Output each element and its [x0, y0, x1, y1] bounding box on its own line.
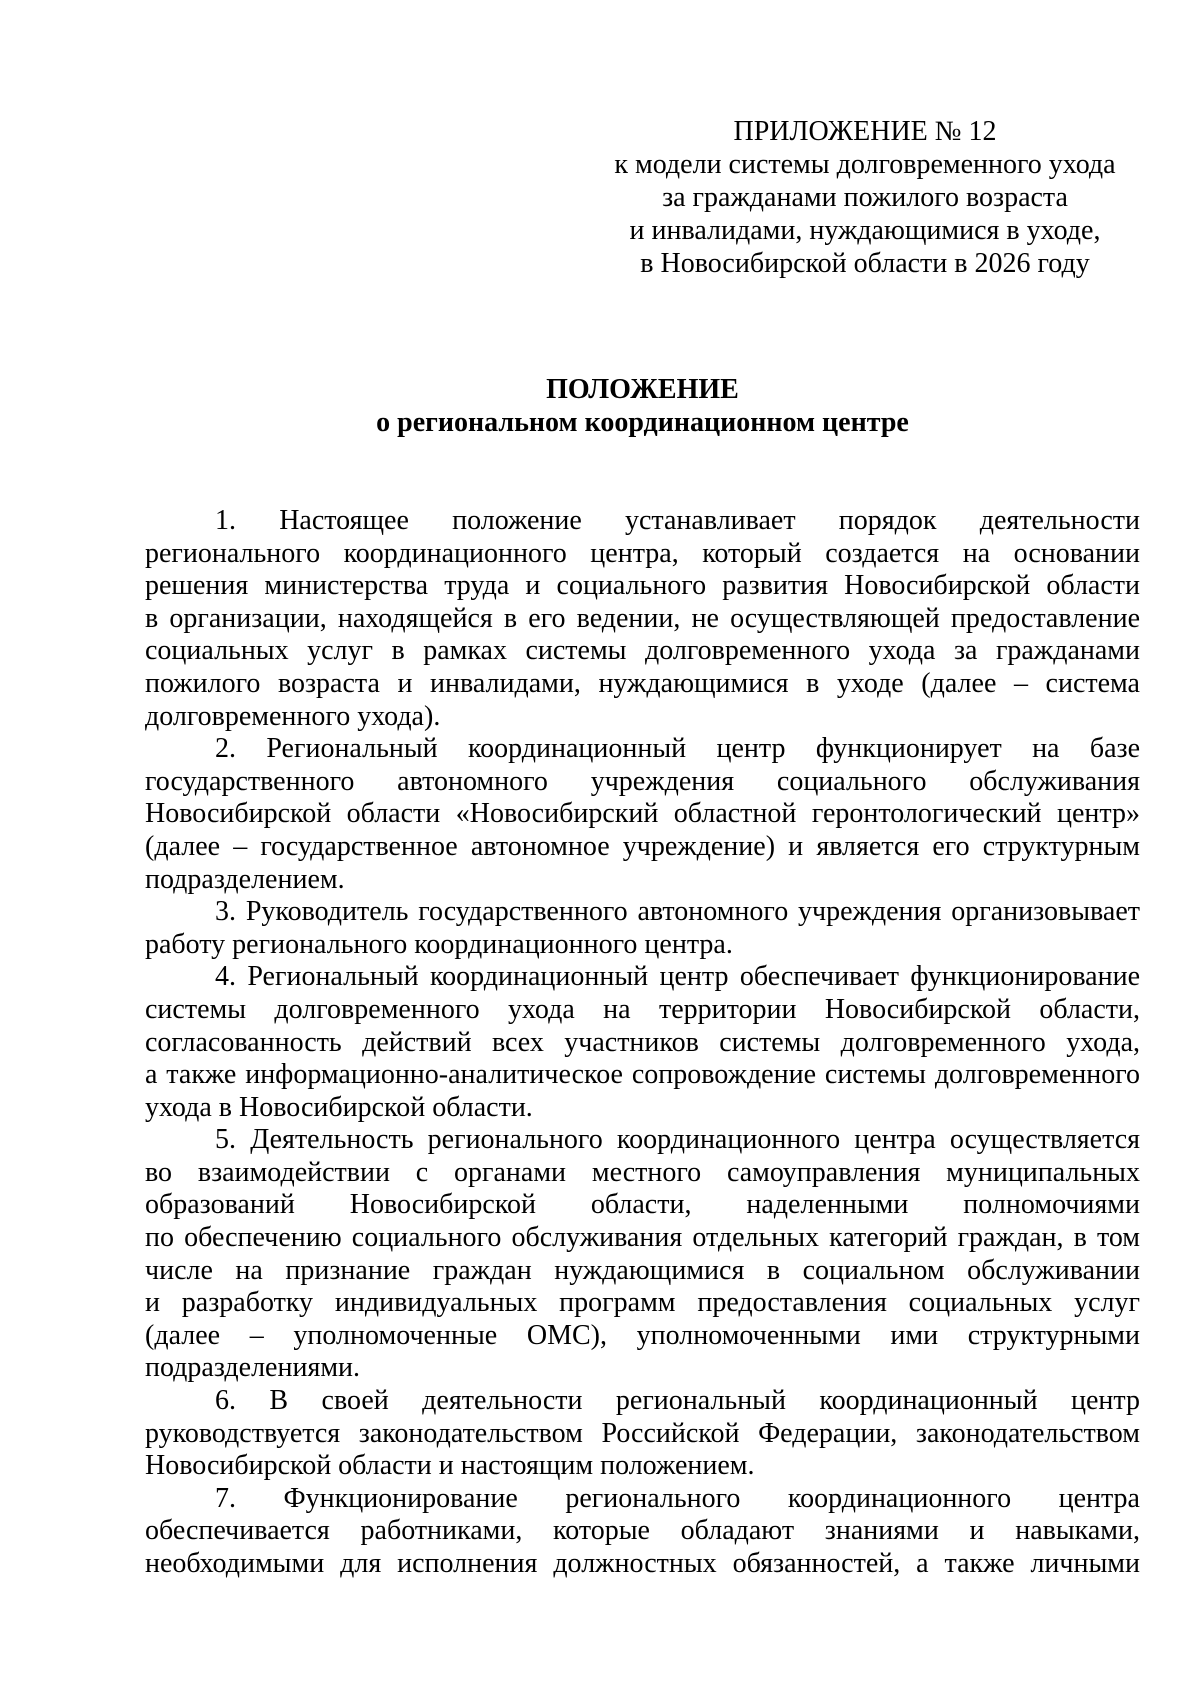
paragraph-5	[145, 1124, 1140, 1385]
text-line: пожилого возраста и инвалидами, нуждающимися в уходе (далее – система	[145, 667, 1140, 699]
text-line: работу регионального координационного центра.	[145, 928, 733, 960]
paragraph-1	[145, 505, 1140, 733]
text-line: во взаимодействии с органами местного самоуправления муниципальных	[145, 1156, 1140, 1188]
paragraph-6	[145, 1385, 1140, 1483]
text-line: подразделением.	[145, 863, 345, 895]
text-line: обеспечивается работниками, которые обладают знаниями и навыками,	[145, 1515, 1140, 1547]
text-line: решения министерства труда и социального развития Новосибирской области	[145, 570, 1140, 602]
appendix-number: ПРИЛОЖЕНИЕ № 12	[733, 116, 997, 147]
text-line: руководствуется законодательством Российской Федерации, законодательством	[145, 1417, 1140, 1449]
text-line: и разработку индивидуальных программ предоставления социальных услуг	[145, 1287, 1140, 1319]
text-line: 3. Руководитель государственного автономного учреждения организовывает	[215, 896, 1140, 928]
paragraph-2	[145, 733, 1140, 896]
appendix-line: в Новосибирской области в 2026 году	[640, 248, 1090, 279]
text-line: согласованность действий всех участников системы долговременного ухода,	[145, 1026, 1140, 1058]
text-line: 2. Региональный координационный центр функционирует на базе	[215, 733, 1140, 765]
appendix-line: и инвалидами, нуждающимися в уходе,	[629, 215, 1101, 246]
paragraph-3	[145, 896, 1140, 961]
text-line: образований Новосибирской области, наделенными полномочиями	[145, 1189, 1140, 1221]
text-line: регионального координационного центра, который создается на основании	[145, 537, 1140, 569]
appendix-line: за гражданами пожилого возраста	[662, 182, 1068, 213]
appendix-line: к модели системы долговременного ухода	[614, 149, 1116, 180]
text-line: 4. Региональный координационный центр обеспечивает функционирование	[215, 961, 1140, 993]
paragraph-4	[145, 961, 1140, 1124]
appendix-header	[600, 115, 1130, 280]
text-line: государственного автономного учреждения социального обслуживания	[145, 765, 1140, 797]
title-main: ПОЛОЖЕНИЕ	[546, 374, 739, 405]
text-line: необходимыми для исполнения должностных обязанностей, а также личными	[145, 1548, 1140, 1579]
text-line: Новосибирской области «Новосибирский областной геронтологический центр»	[145, 798, 1140, 830]
text-line: Новосибирской области и настоящим положением.	[145, 1450, 755, 1482]
text-line: (далее – уполномоченные ОМС), уполномоченными ими структурными	[145, 1319, 1140, 1351]
text-line: числе на признание граждан нуждающимися в социальном обслуживании	[145, 1254, 1140, 1286]
text-line: социальных услуг в рамках системы долговременного ухода за гражданами	[145, 635, 1140, 667]
document-title	[145, 373, 1140, 439]
text-line: 1. Настоящее положение устанавливает порядок деятельности	[215, 505, 1140, 536]
text-line: (далее – государственное автономное учреждение) и является его структурным	[145, 830, 1140, 862]
title-subtitle: о региональном координационном центре	[376, 407, 909, 438]
text-line: 7. Функционирование регионального координационного центра	[215, 1482, 1140, 1514]
text-line: системы долговременного ухода на территории Новосибирской области,	[145, 993, 1140, 1025]
text-line: подразделениями.	[145, 1352, 361, 1384]
document-body	[145, 505, 1140, 1581]
text-line: долговременного ухода).	[145, 700, 441, 732]
text-line: ухода в Новосибирской области.	[145, 1091, 533, 1123]
text-line: по обеспечению социального обслуживания отдельных категорий граждан, в том	[145, 1222, 1140, 1254]
text-line: 5. Деятельность регионального координационного центра осуществляется	[215, 1124, 1140, 1156]
text-line: а также информационно-аналитическое сопровождение системы долговременного	[145, 1059, 1140, 1091]
text-line: 6. В своей деятельности региональный координационный центр	[215, 1385, 1140, 1417]
paragraph-7	[145, 1483, 1140, 1581]
text-line: в организации, находящейся в его ведении, не осуществляющей предоставление	[145, 602, 1140, 634]
